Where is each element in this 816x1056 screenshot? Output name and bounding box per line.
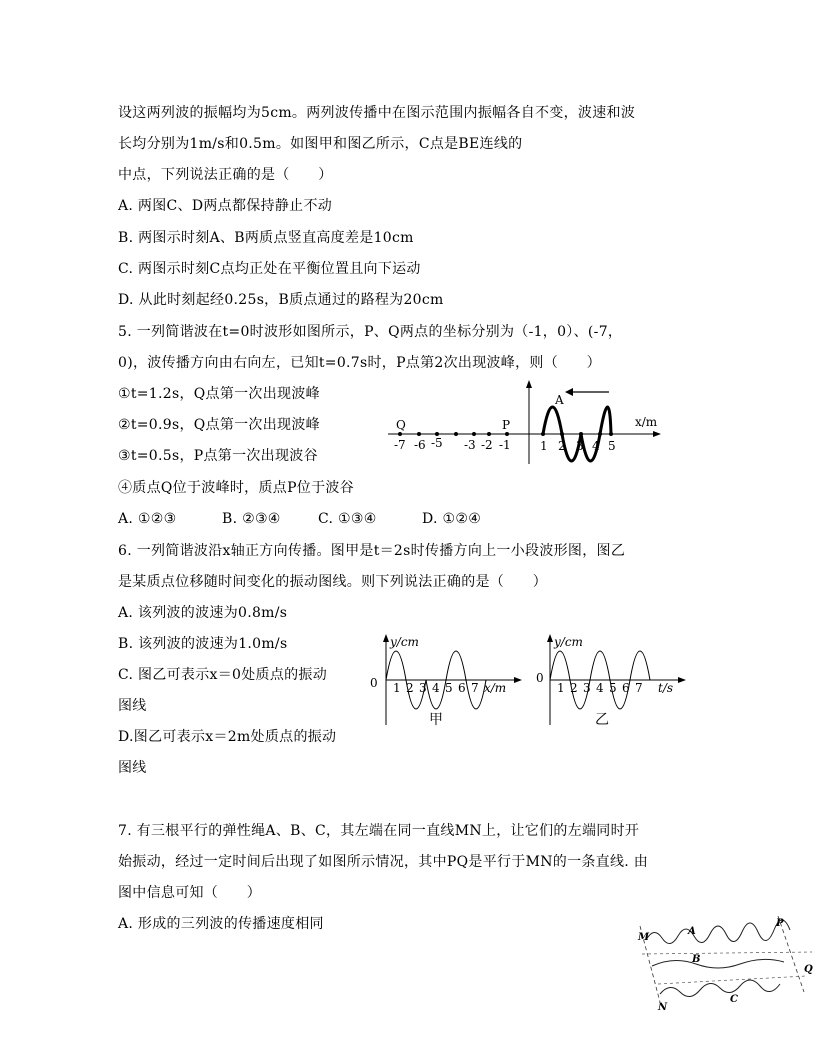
q6-jia-tick: 3 xyxy=(419,681,427,695)
q5-tick-5: 5 xyxy=(608,439,616,453)
q7-label-b: B xyxy=(692,954,701,965)
q6-yi-caption: 乙 xyxy=(595,712,609,728)
q5-tick-2: 2 xyxy=(558,439,566,453)
q5-option-b: B. ②③④ xyxy=(222,511,281,527)
q4-line-2: 长均分别为1m/s和0.5m。如图甲和图乙所示，C点是BE连线的 xyxy=(118,136,523,152)
q4-option-a: A. 两图C、D两点都保持静止不动 xyxy=(118,198,333,214)
q5-tick-neg-7: -7 xyxy=(394,438,406,452)
q6-jia-tick: 6 xyxy=(458,681,466,695)
q6-jia-origin: 0 xyxy=(370,676,378,690)
q6-option-a: A. 该列波的波速为0.8m/s xyxy=(118,605,288,621)
q6-jia-caption: 甲 xyxy=(429,712,443,728)
q5-tick-neg-1: -1 xyxy=(499,438,511,452)
q5-tick-3: 3 xyxy=(576,439,584,453)
q5-tick-neg-6: -6 xyxy=(414,438,426,452)
q7-label-q: Q xyxy=(804,964,813,975)
q5-option-c: C. ①③④ xyxy=(318,511,377,527)
q7-rope-figure xyxy=(630,912,816,1012)
q7-label-n: N xyxy=(658,1002,668,1012)
q6-jia-xlabel: x/m xyxy=(484,681,507,695)
q6-jia-tick: 7 xyxy=(471,681,479,695)
q6-line-1: 6. 一列简谐波沿x轴正方向传播。图甲是t＝2s时传播方向上一小段波形图，图乙 xyxy=(118,543,626,559)
q5-y-axis-arrow xyxy=(526,380,532,388)
q5-tick-neg-3: -3 xyxy=(464,438,476,452)
q5-statement-1: ①t=1.2s，Q点第一次出现波峰 xyxy=(118,386,320,402)
q5-wave-figure xyxy=(385,378,665,468)
q6-option-b: B. 该列波的波速为1.0m/s xyxy=(118,636,288,652)
q6-jia-tick: 5 xyxy=(445,681,453,695)
q7-rope-b xyxy=(652,959,784,968)
q4-option-d: D. 从此时刻起经0.25s，B质点通过的路程为20cm xyxy=(118,292,444,308)
q5-dot xyxy=(579,432,583,436)
q6-option-c: C. 图乙可表示x＝0处质点的振动 xyxy=(118,667,328,683)
q6-yi-x-axis-arrow xyxy=(678,677,686,683)
q7-label-a: A xyxy=(688,926,696,937)
q5-direction-arrow-head xyxy=(565,388,573,396)
q7-line-2: 始振动，经过一定时间后出现了如图所示情况，其中PQ是平行于MN的一条直线. 由 xyxy=(118,854,649,870)
q6-yi-xlabel: t/s xyxy=(658,681,674,695)
q6-jia-tick: 4 xyxy=(432,681,440,695)
q5-tick-1: 1 xyxy=(540,439,548,453)
q5-x-axis-arrow xyxy=(653,431,661,437)
q6-jia-tick: 2 xyxy=(406,681,414,695)
q7-label-c: C xyxy=(730,994,738,1005)
q5-dot xyxy=(487,432,491,436)
q6-yi-tick: 3 xyxy=(583,681,591,695)
q6-yi-y-axis-arrow xyxy=(547,634,553,642)
q5-axis-label: x/m xyxy=(635,415,658,429)
q7-label-p: P xyxy=(776,918,784,929)
q5-statement-3: ③t=0.5s，P点第一次出现波谷 xyxy=(118,448,318,464)
q5-dot xyxy=(560,432,564,436)
q5-dot xyxy=(598,432,602,436)
q5-dot xyxy=(454,432,458,436)
q7-label-m: M xyxy=(638,932,650,943)
q5-label-q: Q xyxy=(396,418,406,432)
q7-line-3: 图中信息可知（ ） xyxy=(118,885,261,901)
q6-jia-y-axis-arrow xyxy=(383,634,389,642)
q7-guide-line xyxy=(658,976,806,984)
q5-dot xyxy=(609,432,613,436)
q5-statement-2: ②t=0.9s，Q点第一次出现波峰 xyxy=(118,417,320,433)
q6-figure-yi xyxy=(530,630,690,730)
q4-line-1: 设这两列波的振幅均为5cm。两列波传播中在图示范围内振幅各自不变，波速和波 xyxy=(118,105,636,121)
q5-statement-4: ④质点Q位于波峰时，质点P位于波谷 xyxy=(118,480,354,496)
q7-rope-c xyxy=(660,980,780,997)
q6-yi-tick: 1 xyxy=(557,681,565,695)
q6-yi-tick: 7 xyxy=(635,681,643,695)
q6-option-c-cont: 图线 xyxy=(118,698,147,714)
q5-tick-neg-2: -2 xyxy=(481,438,493,452)
q5-tick-4: 4 xyxy=(592,439,600,453)
q6-yi-tick: 5 xyxy=(609,681,617,695)
q5-label-a: A xyxy=(555,393,564,407)
q6-option-d-cont: 图线 xyxy=(118,760,147,776)
q5-tick-neg-5: -5 xyxy=(431,436,443,450)
q5-line-1: 5. 一列简谐波在t=0时波形如图所示，P、Q两点的坐标分别为（-1，0）、(-7， xyxy=(118,324,623,340)
q7-option-a: A. 形成的三列波的传播速度相同 xyxy=(118,916,324,932)
q6-jia-tick: 1 xyxy=(393,681,401,695)
q7-guide-line xyxy=(642,952,812,954)
q6-yi-tick: 6 xyxy=(622,681,630,695)
q6-line-2: 是某质点位移随时间变化的振动图线。则下列说法正确的是（ ） xyxy=(118,574,547,590)
q5-dot xyxy=(505,432,509,436)
q5-dot xyxy=(417,432,421,436)
q5-option-a: A. ①②③ xyxy=(118,511,177,527)
q6-yi-ylabel: y/cm xyxy=(554,635,583,649)
q6-jia-x-axis-arrow xyxy=(514,677,522,683)
q4-option-b: B. 两图示时刻A、B两质点竖直高度差是10cm xyxy=(118,230,414,246)
q5-option-d: D. ①②④ xyxy=(422,511,482,527)
q6-yi-tick: 4 xyxy=(596,681,604,695)
q7-line-1: 7. 有三根平行的弹性绳A、B、C，其左端在同一直线MN上，让它们的左端同时开 xyxy=(118,823,640,839)
q7-rope-a xyxy=(646,920,790,944)
q6-figure-jia xyxy=(366,630,526,730)
q5-line-2: 0)，波传播方向由右向左，已知t=0.7s时，P点第2次出现波峰，则（ ） xyxy=(118,355,601,371)
q5-dot xyxy=(398,432,402,436)
q4-line-3: 中点，下列说法正确的是（ ） xyxy=(118,167,333,183)
q5-label-p: P xyxy=(502,418,511,432)
q6-yi-tick: 2 xyxy=(570,681,578,695)
q6-yi-origin: 0 xyxy=(536,671,544,685)
q6-option-d: D.图乙可表示x＝2m处质点的振动 xyxy=(118,729,337,745)
q6-jia-ylabel: y/cm xyxy=(390,635,419,649)
q5-dot xyxy=(541,432,545,436)
q4-option-c: C. 两图示时刻C点均正处在平衡位置且向下运动 xyxy=(118,261,421,277)
q5-dot xyxy=(472,432,476,436)
